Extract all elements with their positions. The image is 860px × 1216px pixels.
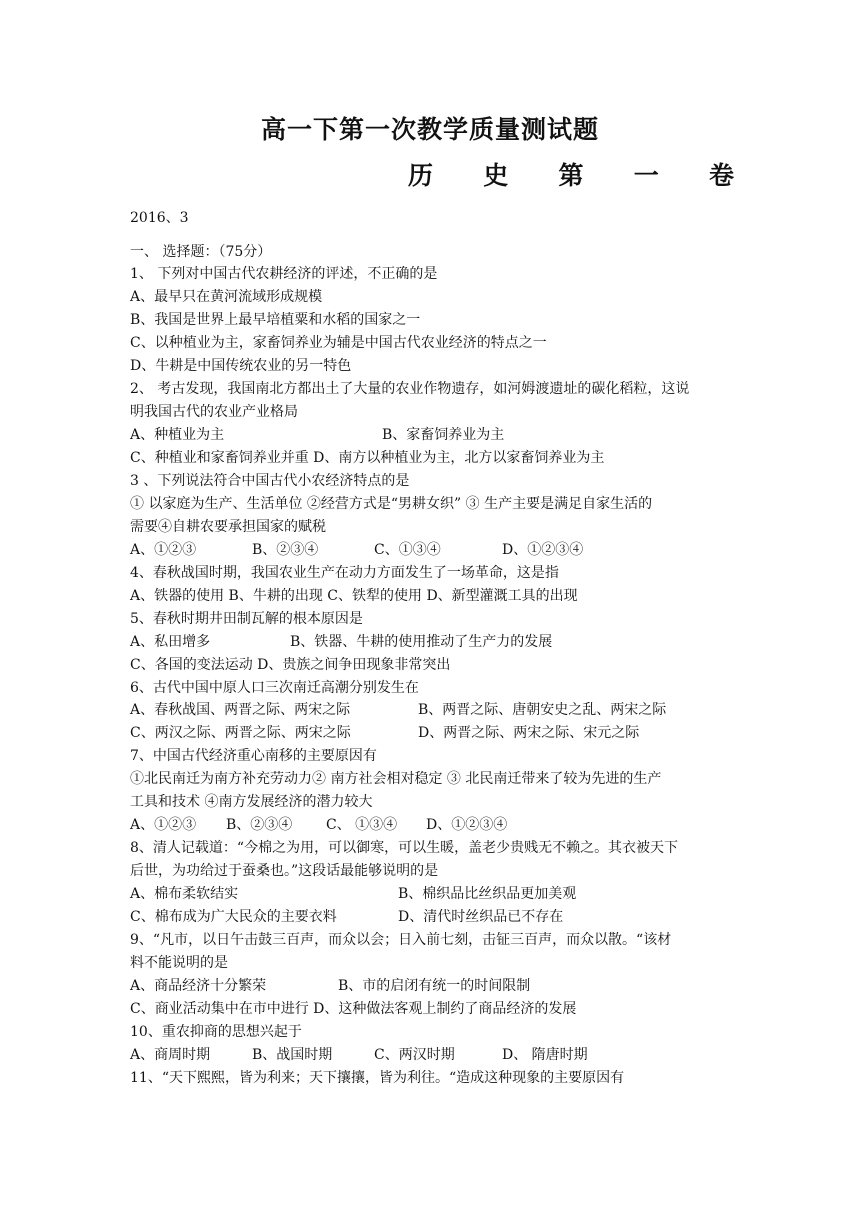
- question-line: ① 以家庭为生产、生活单位 ②经营方式是“男耕女织” ③ 生产主要是满足自家生活的: [130, 495, 653, 512]
- question-line: 明我国古代的农业产业格局: [130, 403, 298, 420]
- subtitle-char: 史: [483, 161, 509, 190]
- question-line: C、商业活动集中在市中进行 D、这种做法客观上制约了商品经济的发展: [130, 1001, 577, 1017]
- question-line: 8、清人记载道：“今棉之为用，可以御寒，可以生暖，盖老少贵贱无不赖之。其衣被天下: [130, 840, 679, 857]
- question-line: 2、 考古发现，我国南北方都出土了大量的农业作物遗存，如河姆渡遗址的碳化稻粒，这说: [130, 380, 690, 397]
- question-line: 1、 下列对中国古代农耕经济的评述，不正确的是: [130, 266, 438, 282]
- subtitle-char: 一: [633, 161, 659, 190]
- answer-option: C、 ①③④: [326, 817, 398, 834]
- answer-option: B、家畜饲养业为主: [382, 426, 505, 443]
- question-line: 9、“凡市，以日午击鼓三百声，而众以会；日入前七刻，击钲三百声，而众以散。“该材: [130, 932, 672, 949]
- exam-title: 高一下第一次教学质量测试题: [260, 115, 599, 144]
- question-line: A、最早只在黄河流域形成规模: [130, 289, 323, 305]
- answer-option: C、两汉时期: [374, 1047, 455, 1063]
- question-line: [130, 631, 734, 653]
- subtitle-char: 第: [558, 161, 584, 190]
- answer-option: B、市的启闭有统一的时间限制: [338, 978, 531, 995]
- answer-option: A、春秋战国、两晋之际、两宋之际: [130, 702, 351, 719]
- question-line: 10、重农抑商的思想兴起于: [130, 1024, 302, 1040]
- question-line: [130, 975, 734, 997]
- answer-option: A、棉布柔软结实: [130, 886, 239, 903]
- section-heading: 一、 选择题：（75分）: [130, 244, 272, 260]
- question-line: 5、春秋时期井田制瓦解的根本原因是: [130, 610, 363, 627]
- question-line: 3 、下列说法符合中国古代小农经济特点的是: [130, 472, 410, 489]
- question-line: 料不能说明的是: [130, 955, 228, 972]
- answer-option: A、商品经济十分繁荣: [130, 978, 267, 995]
- question-line: [130, 699, 734, 721]
- question-line: 6、古代中国中原人口三次南迁高潮分别发生在: [130, 679, 419, 696]
- answer-option: D、①②③④: [502, 541, 584, 558]
- question-line: C、各国的变法运动 D、贵族之间争田现象非常突出: [130, 656, 451, 673]
- question-line: 后世，为功给过于蚕桑也。”这段话最能够说明的是: [130, 863, 439, 880]
- answer-option: A、私田增多: [130, 633, 211, 650]
- answer-option: C、①③④: [374, 541, 441, 558]
- subtitle-char: 历: [408, 161, 434, 190]
- question-line: A、铁器的使用 B、牛耕的出现 C、铁犁的使用 D、新型灌溉工具的出现: [130, 587, 578, 604]
- question-line: C、种植业和家畜饲养业并重 D、南方以种植业为主，北方以家畜饲养业为主: [130, 449, 605, 466]
- subtitle-char: 卷: [708, 161, 734, 190]
- question-line: [130, 1044, 734, 1066]
- answer-option: A、商周时期: [130, 1047, 211, 1063]
- question-line: [130, 424, 734, 446]
- answer-option: A、①②③: [130, 541, 197, 558]
- answer-option: B、棉织品比丝织品更加美观: [398, 886, 577, 903]
- question-line: 4、春秋战国时期，我国农业生产在动力方面发生了一场革命，这是指: [130, 564, 559, 581]
- question-line: [130, 814, 734, 836]
- question-line: D、牛耕是中国传统农业的另一特色: [130, 357, 352, 374]
- question-line: 工具和技术 ④南方发展经济的潜力较大: [130, 794, 373, 811]
- answer-option: A、种植业为主: [130, 426, 225, 443]
- question-line: [130, 722, 734, 744]
- question-line: [130, 883, 734, 905]
- answer-option: B、两晋之际、唐朝安史之乱、两宋之际: [418, 702, 667, 719]
- answer-option: B、铁器、牛耕的使用推动了生产力的发展: [290, 633, 553, 650]
- answer-option: D、 隋唐时期: [502, 1047, 588, 1063]
- question-line: 11、“天下熙熙，皆为利来；天下攘攘，皆为利往。“造成这种现象的主要原因有: [130, 1069, 625, 1086]
- question-line: C、以种植业为主，家畜饲养业为辅是中国古代农业经济的特点之一: [130, 334, 547, 351]
- question-line: 需要④自耕农要承担国家的赋税: [130, 518, 326, 535]
- answer-option: A、①②③: [130, 817, 197, 834]
- answer-option: B、②③④: [226, 817, 293, 834]
- question-line: B、我国是世界上最早培植粟和水稻的国家之一: [130, 311, 421, 328]
- answer-option: C、两汉之际、两晋之际、两宋之际: [130, 725, 351, 742]
- answer-option: C、棉布成为广大民众的主要衣料: [130, 909, 337, 926]
- question-line: ①北民南迁为南方补充劳动力② 南方社会相对稳定 ③ 北民南迁带来了较为先进的生产: [130, 771, 662, 788]
- answer-option: D、两晋之际、两宋之际、宋元之际: [418, 725, 640, 742]
- answer-option: B、②③④: [252, 541, 319, 558]
- question-line: [130, 539, 734, 561]
- question-line: [130, 906, 734, 928]
- answer-option: D、①②③④: [426, 817, 508, 834]
- answer-option: B、战国时期: [252, 1047, 333, 1063]
- exam-date: 2016、3: [130, 210, 189, 226]
- exam-subtitle: [408, 156, 734, 192]
- question-line: 7、中国古代经济重心南移的主要原因有: [130, 748, 377, 765]
- answer-option: D、清代时丝织品已不存在: [398, 909, 564, 926]
